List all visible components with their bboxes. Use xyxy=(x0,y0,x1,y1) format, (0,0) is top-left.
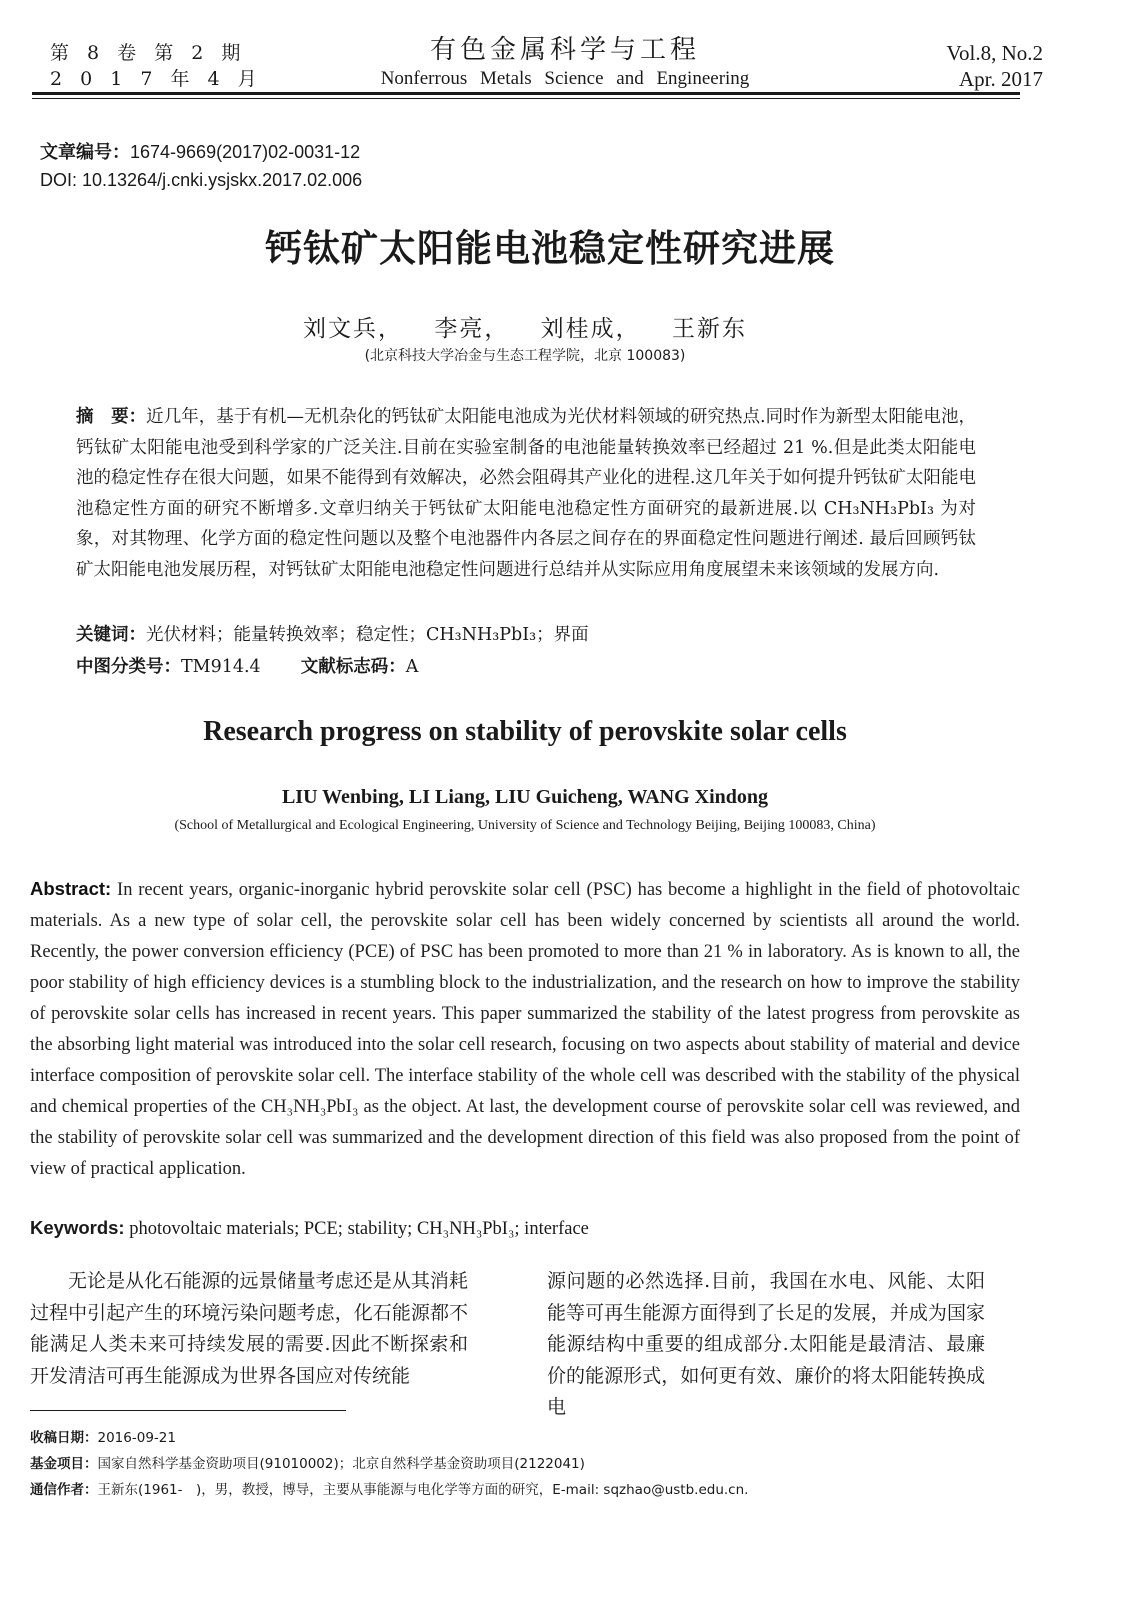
abstract-cn-text: 近几年，基于有机—无机杂化的钙钛矿太阳能电池成为光伏材料领域的研究热点.同时作为新型太阳能电池，钙钛矿太阳能电池受到科学家的广泛关注.目前在实验室制备的电池能量转换效率已经超过 21 %.但是此类太阳能电池的稳定性存在很大问题，如果不能得到有效解决，必然会阻碍其产业化的进程.这几年关于如何提升钙钛矿太阳能电池稳定性方面的研究不断增多.文章归纳关于钙钛矿太阳能电池稳定性方面研究的最新进展.以 CH₃NH₃PbI₃ 为对象，对其物理、化学方面的稳定性问题以及整个电池器件内各层之间存在的界面稳定性问题进行阐述. 最后回顾钙钛矿太阳能电池发展历程，对钙钛矿太阳能电池稳定性问题进行总结并从实际应用角度展望未来该领域的发展方向. xyxy=(76,407,977,580)
keywords-en-text: photovoltaic materials; PCE; stability; CH₃NH₃PbI₃; interface xyxy=(129,1219,589,1239)
keywords-en-label: Keywords: xyxy=(30,1217,125,1238)
received-label: 收稿日期： xyxy=(30,1430,98,1446)
keywords-cn-label: 关键词： xyxy=(76,625,146,645)
received-date: 2016-09-21 xyxy=(97,1430,176,1446)
clc-code: TM914.4 xyxy=(181,657,261,677)
abstract-en xyxy=(30,873,1020,1185)
body-column-left: 无论是从化石能源的远景储量考虑还是从其消耗过程中引起产生的环境污染问题考虑，化石能源都不能满足人类未来可持续发展的需要.因此不断探索和开发清洁可再生能源成为世界各国应对传统能 xyxy=(30,1270,468,1387)
abstract-cn xyxy=(76,402,976,585)
keywords-cn xyxy=(76,620,589,650)
journal-name xyxy=(300,34,830,92)
keywords-en xyxy=(30,1214,589,1243)
doi: DOI: 10.13264/j.cnki.ysjskx.2017.02.006 xyxy=(40,170,363,190)
body-column-right: 源问题的必然选择.目前，我国在水电、风能、太阳能等可再生能源方面得到了长足的发展，并成为国家能源结构中重要的组成部分.太阳能是最清洁、最廉价的能源形式，如何更有效、廉价的将太阳能转换成电 xyxy=(547,1270,985,1418)
header-rule-thin xyxy=(32,98,1020,99)
affiliation-cn: (北京科技大学冶金与生态工程学院，北京 100083) xyxy=(364,348,686,364)
journal-issue-en xyxy=(947,40,1043,92)
title-en: Research progress on stability of perovskite solar cells xyxy=(203,716,847,747)
footnote-author xyxy=(30,1480,748,1500)
keywords-cn-text: 光伏材料；能量转换效率；稳定性；CH₃NH₃PbI₃；界面 xyxy=(146,625,589,645)
authors-cn: 刘文兵， 李亮， 刘桂成， 王新东 xyxy=(303,316,747,342)
clc-label: 中图分类号： xyxy=(76,657,181,677)
fund-label: 基金项目： xyxy=(30,1456,98,1472)
abstract-en-label: Abstract: xyxy=(30,878,112,899)
classification xyxy=(76,652,418,682)
affiliation-en: (School of Metallurgical and Ecological Engineering, University of Science and Technology Beijing, Beijing 100083, China) xyxy=(174,818,876,833)
author-label: 通信作者： xyxy=(30,1482,98,1498)
journal-issue-cn xyxy=(50,40,263,92)
doc-code-label: 文献标志码： xyxy=(300,657,406,677)
journal-name-cn: 有色金属科学与工程 xyxy=(429,35,700,65)
abstract-en-text: In recent years, organic-inorganic hybrid perovskite solar cell (PSC) has become a highlight in the field of photovoltaic materials. As a new type of solar cell, the perovskite solar cell has been widely concerned by scientists all around the world. Recently, the power conversion efficiency (PCE) of PSC has been promoted to more than 21 % in laboratory. As is known to all, the poor stability of high efficiency devices is a stumbling block to the industrialization, and the research on how to improve the stability of perovskite solar cells has increased in recent years. This paper summarized the stability of the latest progress from perovskite as the absorbing light material was introduced into the solar cell research, focusing on two aspects about stability of material and device interface composition of perovskite solar cell. The interface stability of the whole cell was described with the stability of the physical and chemical properties of the CH₃NH₃PbI₃ as the object. At last, the development course of perovskite solar cell was reviewed, and the stability of perovskite solar cell was summarized and the development direction of this field was also proposed from the point of view of practical application. xyxy=(30,880,1021,1179)
fund-text: 国家自然科学基金资助项目(91010002)；北京自然科学基金资助项目(2122041) xyxy=(97,1456,585,1472)
date-en: Apr. 2017 xyxy=(959,67,1043,91)
article-no: 1674-9669(2017)02-0031-12 xyxy=(130,142,361,162)
title-cn: 钙钛矿太阳能电池稳定性研究进展 xyxy=(265,227,835,270)
article-meta xyxy=(40,138,362,194)
header-rule xyxy=(32,92,1020,95)
footnote-fund xyxy=(30,1454,585,1474)
abstract-cn-label: 摘 要： xyxy=(76,407,147,427)
article-no-label: 文章编号： xyxy=(40,142,130,162)
journal-name-en: Nonferrous Metals Science and Engineering xyxy=(380,68,750,89)
doc-code: A xyxy=(405,657,419,677)
author-text: 王新东(1961- )，男，教授，博导，主要从事能源与电化学等方面的研究，E-mail: sqzhao@ustb.edu.cn. xyxy=(97,1482,749,1498)
authors-en: LIU Wenbing, LI Liang, LIU Guicheng, WANG Xindong xyxy=(281,786,769,808)
issue-cn: 第 8 卷 第 2 期 xyxy=(50,42,247,64)
volume-en: Vol.8, No.2 xyxy=(946,41,1043,65)
footnote-rule xyxy=(30,1410,346,1411)
date-cn: 2 0 1 7 年 4 月 xyxy=(50,68,263,90)
footnote-received xyxy=(30,1428,176,1448)
